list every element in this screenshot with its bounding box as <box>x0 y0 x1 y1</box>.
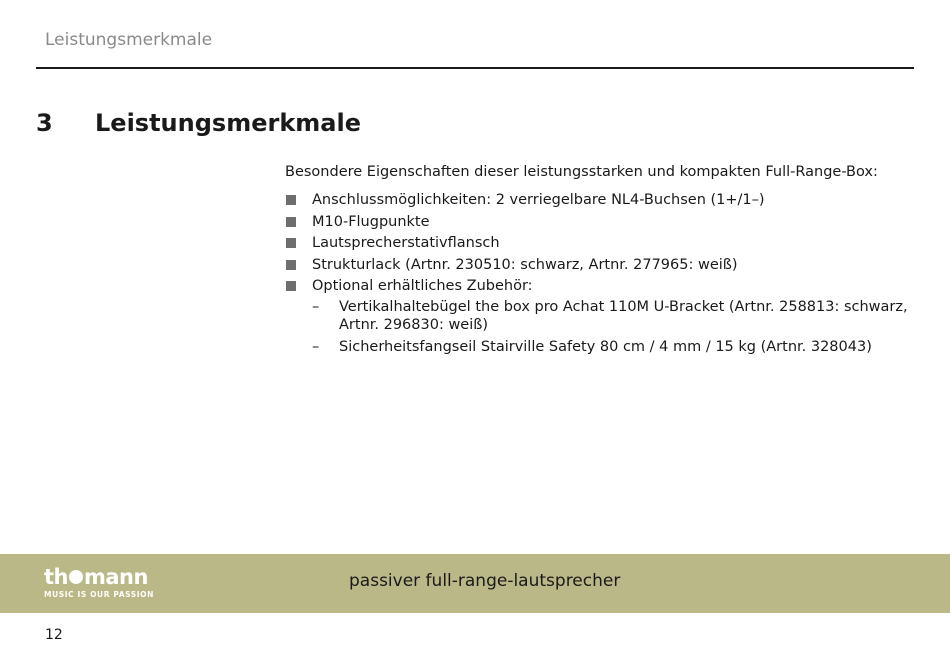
header-rule <box>36 67 914 69</box>
accessory-text: Sicherheitsfangseil Stairville Safety 80 cm / 4 mm / 15 kg (Artnr. 328043) <box>339 339 872 355</box>
page-number: 12 <box>45 627 63 643</box>
footer-band <box>0 554 950 613</box>
logo-wordmark <box>44 566 154 588</box>
feature-text: Optional erhältliches Zubehör: <box>312 278 533 294</box>
section-number: 3 <box>36 109 53 137</box>
section-content <box>285 163 910 360</box>
square-bullet-icon <box>286 238 296 248</box>
list-item <box>285 277 910 356</box>
list-item <box>285 234 910 252</box>
feature-text: Strukturlack (Artnr. 230510: schwarz, Artnr. 277965: weiß) <box>312 256 738 273</box>
dash-bullet: – <box>312 299 320 315</box>
footer-product-name: passiver full-range-lautsprecher <box>349 571 621 591</box>
sub-list-item <box>312 338 910 356</box>
feature-text: Lautsprecherstativflansch <box>312 235 500 251</box>
square-bullet-icon <box>286 260 296 270</box>
logo-dot-icon <box>69 570 83 584</box>
list-item <box>285 191 910 209</box>
section-title: Leistungsmerkmale <box>95 109 361 137</box>
square-bullet-icon <box>286 281 296 291</box>
logo-text-left: th <box>44 565 68 589</box>
thomann-logo <box>44 566 154 599</box>
list-item <box>285 256 910 274</box>
accessory-text: Vertikalhaltebügel the box pro Achat 110M U-Bracket (Artnr. 258813: schwarz, Artnr. 296830: weiß) <box>339 299 908 333</box>
accessory-list <box>312 298 910 356</box>
feature-list <box>285 191 910 356</box>
running-header: Leistungsmerkmale <box>45 30 213 50</box>
logo-text-right: mann <box>84 565 148 589</box>
list-item <box>285 213 910 231</box>
feature-text: Anschlussmöglichkeiten: 2 verriegelbare NL4-Buchsen (1+/1–) <box>312 192 765 208</box>
dash-bullet: – <box>312 339 320 355</box>
square-bullet-icon <box>286 195 296 205</box>
square-bullet-icon <box>286 217 296 227</box>
logo-tagline: MUSIC IS OUR PASSION <box>44 590 155 599</box>
feature-text: M10-Flugpunkte <box>312 213 430 230</box>
intro-text: Besondere Eigenschaften dieser leistungsstarken und kompakten Full-Range-Box: <box>285 164 878 180</box>
sub-list-item <box>312 298 910 334</box>
